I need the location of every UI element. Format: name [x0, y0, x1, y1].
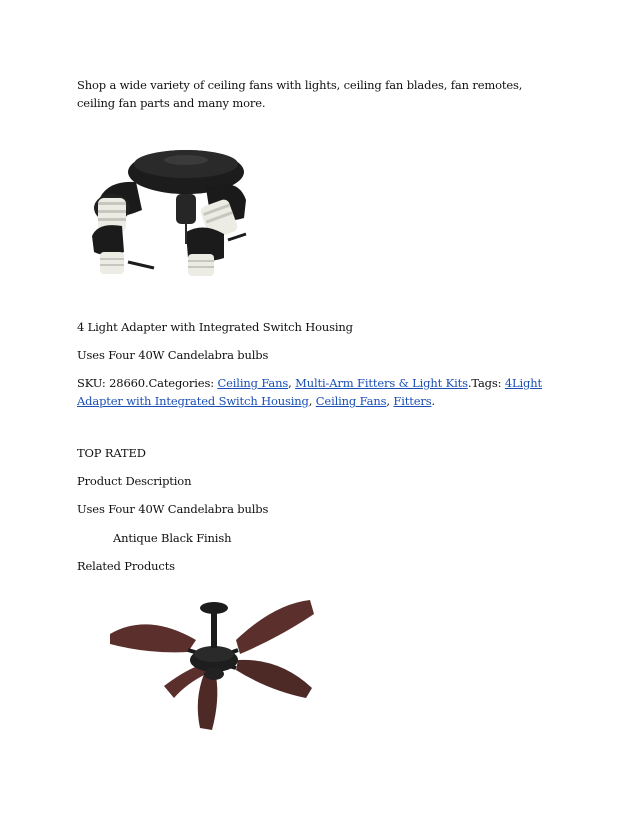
finish-text: Antique Black Finish [113, 531, 232, 545]
intro-text: Shop a wide variety of ceiling fans with lights, ceiling fan blades, fan remotes, ceiling fan parts and many more. [77, 78, 523, 110]
product-title: 4 Light Adapter with Integrated Switch Housing [77, 320, 353, 334]
category-link-multi-arm-fitters[interactable]: Multi-Arm Fitters & Light Kits [295, 376, 468, 390]
categories-label: Categories: [148, 376, 218, 390]
separator: , [288, 376, 296, 390]
ceiling-fan-image [108, 594, 318, 734]
tags-label: .Tags: [467, 376, 505, 390]
light-kit-fitter-image [78, 140, 270, 295]
related-products-heading: Related Products [77, 559, 175, 573]
description-bulbs: Uses Four 40W Candelabra bulbs [77, 502, 269, 516]
sku-label: SKU: 28660. [77, 376, 149, 390]
category-link-ceiling-fans[interactable]: Ceiling Fans [217, 376, 289, 390]
top-rated-label: TOP RATED [77, 446, 146, 460]
tag-link-ceiling-fans[interactable]: Ceiling Fans [315, 394, 387, 408]
tag-link-4light-adapter[interactable]: 4Light Adapter with Integrated Switch Housing [77, 376, 542, 408]
separator: , [386, 394, 394, 408]
product-bulbs: Uses Four 40W Candelabra bulbs [77, 348, 269, 362]
product-description-heading: Product Description [77, 474, 192, 488]
tag-link-fitters[interactable]: Fitters [393, 394, 432, 408]
separator: , [308, 394, 316, 408]
product-meta [77, 374, 557, 410]
meta-end: . [431, 394, 435, 408]
